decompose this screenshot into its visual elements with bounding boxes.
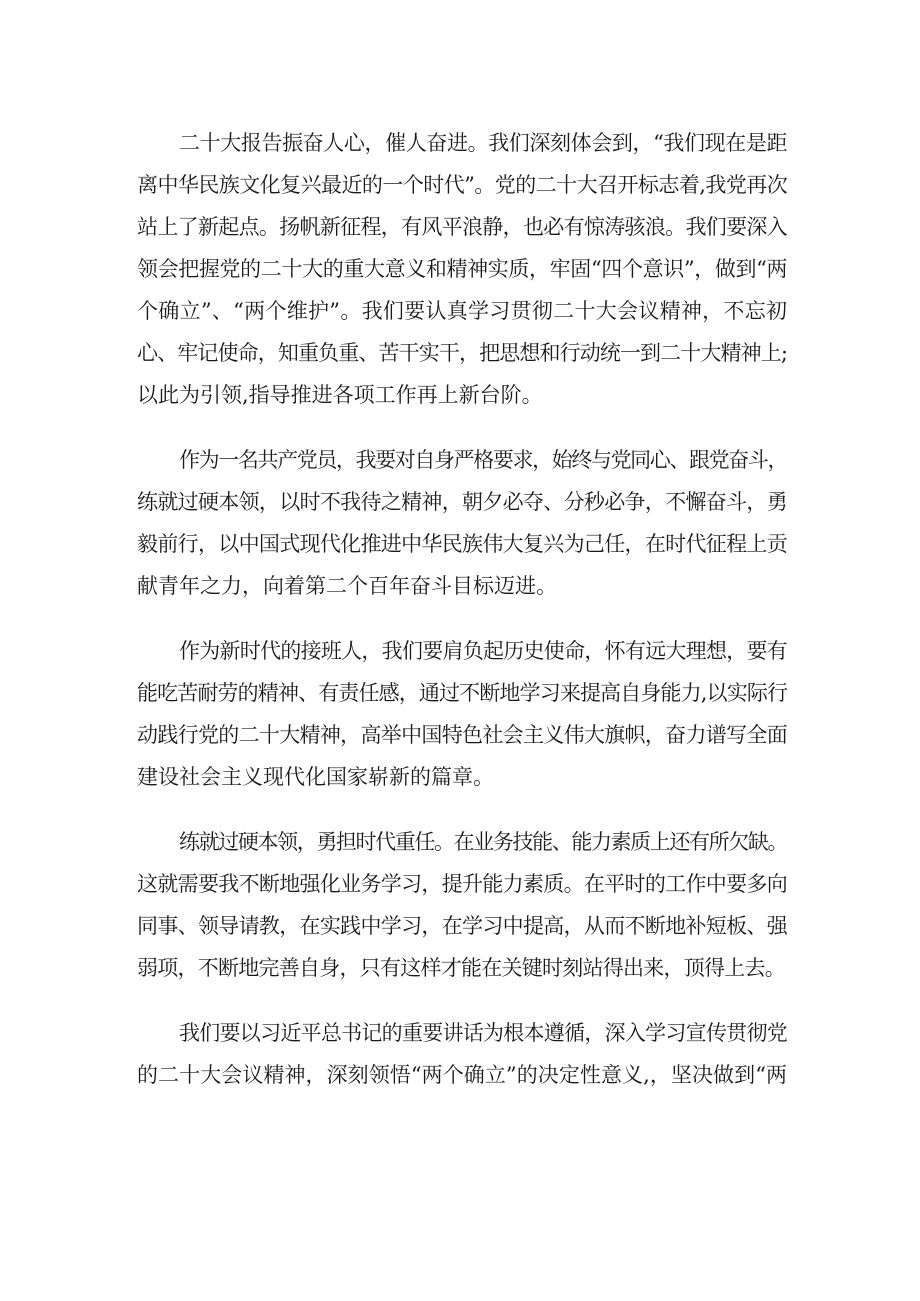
text-line: 练就过硬本领，勇担时代重任。在业务技能、能力素质上还有所欠缺。 <box>179 830 787 854</box>
text-line: 以此为引领,指导推进各项工作再上新台阶。 <box>137 383 543 407</box>
text-line: 弱项，不断地完善自身，只有这样才能在关键时刻站得出来，顶得上去。 <box>137 956 785 980</box>
paragraph-3 <box>137 630 787 798</box>
text-line: 二十大报告振奋人心，催人奋进。我们深刻体会到，“我们现在是距 <box>179 131 787 155</box>
text-line: 作为一名共产党员，我要对自身严格要求，始终与党同心、跟党奋斗， <box>179 448 787 472</box>
text-line: 站上了新起点。扬帆新征程，有风平浪静，也必有惊涛骇浪。我们要深入 <box>137 215 787 239</box>
text-line: 练就过硬本领，以时不我待之精神，朝夕必夺、分秒必争，不懈奋斗，勇 <box>137 490 787 514</box>
text-line: 领会把握党的二十大的重大意义和精神实质，牢固“四个意识”，做到“两 <box>137 257 787 281</box>
text-line: 献青年之力，向着第二个百年奋斗目标迈进。 <box>137 574 557 598</box>
paragraph-4 <box>137 821 787 989</box>
text-line: 心、牢记使命，知重负重、苦干实干，把思想和行动统一到二十大精神上; <box>137 341 787 365</box>
text-line: 动践行党的二十大精神，高举中国特色社会主义伟大旗帜，奋力谱写全面 <box>137 723 787 747</box>
text-line: 的二十大会议精神，深刻领悟“两个确立”的决定性意义,，坚决做到“两 <box>137 1063 787 1087</box>
text-line: 建设社会主义现代化国家崭新的篇章。 <box>137 765 494 789</box>
paragraph-2 <box>137 439 787 607</box>
document-body <box>137 122 787 1096</box>
text-line: 作为新时代的接班人，我们要肩负起历史使命，怀有远大理想，要有 <box>179 639 787 663</box>
text-line: 这就需要我不断地强化业务学习，提升能力素质。在平时的工作中要多向 <box>137 872 787 896</box>
paragraph-1 <box>137 122 787 416</box>
text-line: 毅前行，以中国式现代化推进中华民族伟大复兴为己任，在时代征程上贡 <box>137 532 787 556</box>
text-line: 我们要以习近平总书记的重要讲话为根本遵循，深入学习宣传贯彻党 <box>179 1021 787 1045</box>
paragraph-5 <box>137 1012 787 1096</box>
text-line: 个确立”、“两个维护”。我们要认真学习贯彻二十大会议精神，不忘初 <box>137 299 787 323</box>
text-line: 离中华民族文化复兴最近的一个时代”。党的二十大召开标志着,我党再次 <box>137 173 787 197</box>
text-line: 能吃苦耐劳的精神、有责任感，通过不断地学习来提高自身能力,以实际行 <box>137 681 787 705</box>
text-line: 同事、领导请教，在实践中学习，在学习中提高，从而不断地补短板、强 <box>137 914 787 938</box>
